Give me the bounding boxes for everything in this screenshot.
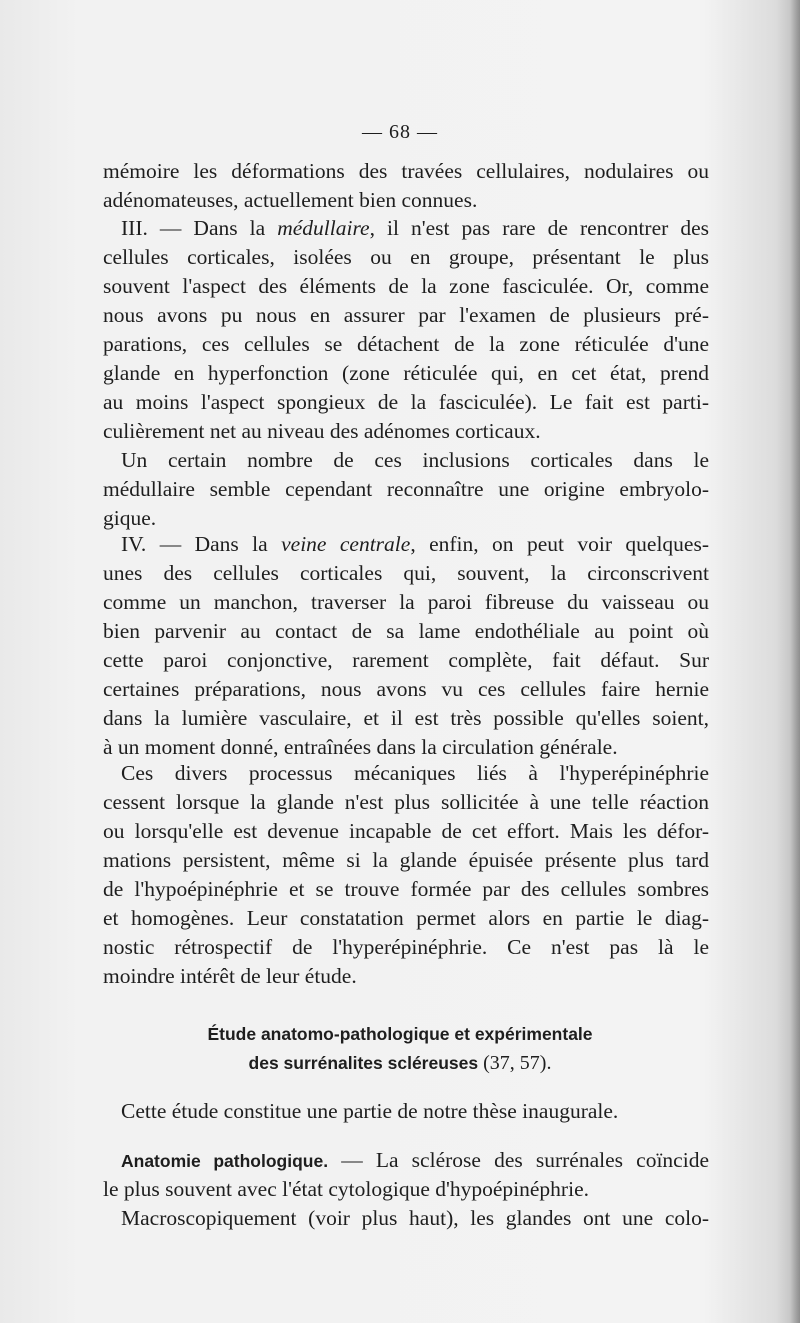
text-line: glande en hyperfonction (zone réticulée qui, en cet état, prend bbox=[103, 361, 709, 385]
page-number: — 68 — bbox=[362, 121, 438, 143]
text-line: et homogènes. Leur constatation permet alors en partie le diag- bbox=[103, 906, 709, 930]
italic-term: médullaire bbox=[277, 216, 370, 240]
text-line: Ces divers processus mécaniques liés à l'hyperépinéphrie bbox=[121, 761, 709, 785]
text-line: adénomateuses, actuellement bien connues. bbox=[103, 188, 478, 212]
text-line: médullaire semble cependant reconnaître une origine embryolo- bbox=[103, 477, 709, 501]
text-line: unes des cellules corticales qui, souvent, la circonscrivent bbox=[103, 561, 709, 585]
page-edge-shadow bbox=[790, 0, 800, 1323]
section-heading-line-2: des surrénalites scléreuses (37, 57). bbox=[248, 1052, 552, 1074]
text-line: cellules corticales, isolées ou en groupe, présentant le plus bbox=[103, 245, 709, 269]
text-line: bien parvenir au contact de sa lame endothéliale au point où bbox=[103, 619, 709, 643]
section-numeral: IV. — Dans la bbox=[121, 532, 282, 556]
run-in-heading: Anatomie pathologique. bbox=[121, 1151, 329, 1171]
text-line: nous avons pu nous en assurer par l'examen de plusieurs pré- bbox=[103, 303, 709, 327]
text-line: de l'hypoépinéphrie et se trouve formée par des cellules sombres bbox=[103, 877, 709, 901]
italic-term: veine centrale bbox=[281, 532, 411, 556]
text-line: nostic rétrospectif de l'hyperépinéphrie. Ce n'est pas là le bbox=[103, 935, 709, 959]
text-line: le plus souvent avec l'état cytologique d'hypoépinéphrie. bbox=[103, 1177, 589, 1201]
text-line: culièrement net au niveau des adénomes corticaux. bbox=[103, 419, 541, 443]
text-line: gique. bbox=[103, 506, 157, 530]
paragraph-these bbox=[103, 1097, 709, 1126]
paragraph-continuation bbox=[103, 157, 709, 215]
paragraph-macroscopie bbox=[103, 1204, 709, 1233]
text-line: au moins l'aspect spongieux de la fasciculée). Le fait est parti- bbox=[103, 390, 709, 414]
text-line: parations, ces cellules se détachent de la zone réticulée d'une bbox=[103, 332, 709, 356]
reference-numbers: (37, 57). bbox=[478, 1052, 552, 1074]
paragraph-inclusions bbox=[103, 446, 709, 533]
paragraph-veine-centrale bbox=[103, 530, 709, 762]
paragraph-anatomie bbox=[103, 1146, 709, 1204]
text-line: Cette étude constitue une partie de notre thèse inaugurale. bbox=[121, 1099, 619, 1123]
text-line: mémoire les déformations des travées cellulaires, nodulaires ou bbox=[103, 159, 709, 183]
paragraph-medullaire bbox=[103, 214, 709, 446]
text-line: comme un manchon, traverser la paroi fibreuse du vaisseau ou bbox=[103, 590, 709, 614]
section-numeral: III. — Dans la bbox=[121, 216, 278, 240]
text-line: dans la lumière vasculaire, et il est très possible qu'elles soient, bbox=[103, 706, 709, 730]
text-line: mations persistent, même si la glande épuisée présente plus tard bbox=[103, 848, 709, 872]
text-line: ou lorsqu'elle est devenue incapable de cet effort. Mais les défor- bbox=[103, 819, 709, 843]
text-line: souvent l'aspect des éléments de la zone fasciculée. Or, comme bbox=[103, 274, 709, 298]
text-line: IV. — Dans la veine centrale, enfin, on peut voir quelques- bbox=[121, 532, 709, 556]
text-line: Anatomie pathologique. — La sclérose des surrénales coïncide bbox=[121, 1148, 709, 1172]
text-line: III. — Dans la médullaire, il n'est pas rare de rencontrer des bbox=[121, 216, 709, 240]
section-heading-line-1: Étude anatomo-pathologique et expérimentale bbox=[207, 1024, 593, 1044]
text-line: à un moment donné, entraînées dans la circulation générale. bbox=[103, 735, 618, 759]
text-line: cette paroi conjonctive, rarement complète, fait défaut. Sur bbox=[103, 648, 709, 672]
text-line: cessent lorsque la glande n'est plus sollicitée à une telle réaction bbox=[103, 790, 709, 814]
text-line: certaines préparations, nous avons vu ces cellules faire hernie bbox=[103, 677, 709, 701]
text-line: Un certain nombre de ces inclusions corticales dans le bbox=[121, 448, 709, 472]
paragraph-processus bbox=[103, 759, 709, 991]
text-line: Macroscopiquement (voir plus haut), les glandes ont une colo- bbox=[121, 1206, 709, 1230]
text-line: moindre intérêt de leur étude. bbox=[103, 964, 357, 988]
